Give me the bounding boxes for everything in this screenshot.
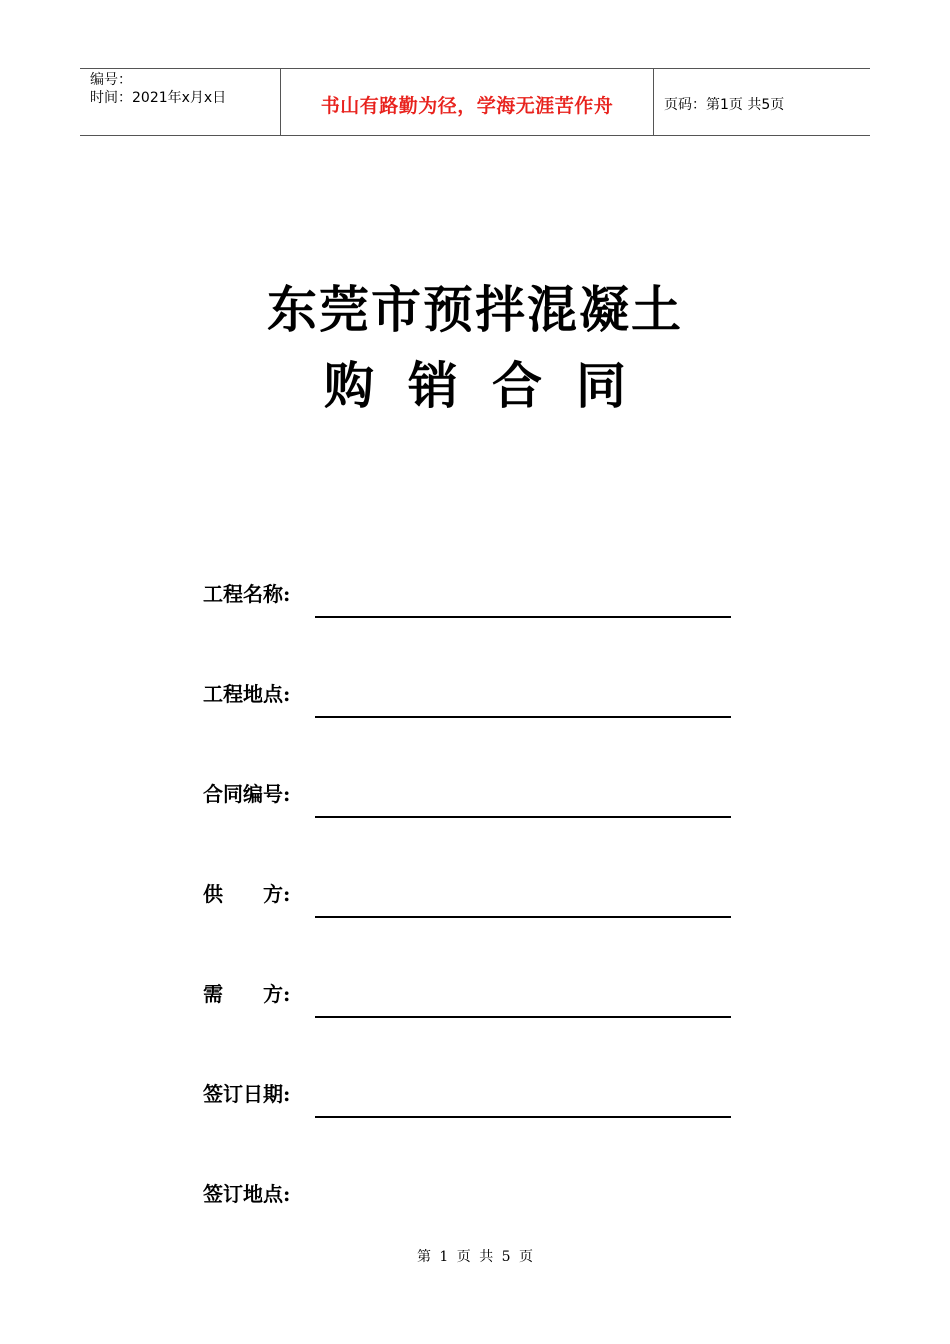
field-label: 签订日期:	[203, 1082, 291, 1106]
field-supplier	[203, 878, 733, 918]
page-header	[80, 68, 870, 136]
time-label: 时间：2021年x月x日	[90, 90, 227, 106]
header-motto: 书山有路勤为径，学海无涯苦作舟	[281, 69, 654, 135]
field-project-location	[203, 678, 733, 718]
field-label: 需 方:	[203, 982, 291, 1006]
field-label: 签订地点:	[203, 1182, 291, 1206]
field-label: 工程地点:	[203, 682, 291, 706]
header-page-info: 页码：第1页 共5页	[664, 97, 785, 113]
document-title-line2: 购销合同	[324, 356, 660, 415]
field-contract-number	[203, 778, 733, 818]
field-signing-location	[203, 1178, 733, 1218]
fill-in-line	[315, 916, 731, 918]
field-project-name	[203, 578, 733, 618]
fill-in-line	[315, 1016, 731, 1018]
field-signing-date	[203, 1078, 733, 1118]
number-label: 编号：	[90, 72, 132, 88]
document-title-line1: 东莞市预拌混凝土	[267, 280, 683, 339]
field-buyer	[203, 978, 733, 1018]
fill-in-line	[315, 816, 731, 818]
fill-in-line	[315, 716, 731, 718]
page-footer: 第 1 页 共 5 页	[416, 1249, 534, 1265]
field-label: 工程名称:	[203, 582, 291, 606]
field-label: 供 方:	[203, 882, 291, 906]
header-meta	[80, 69, 281, 135]
fill-in-line	[315, 1116, 731, 1118]
field-label: 合同编号:	[203, 782, 291, 806]
fill-in-line	[315, 616, 731, 618]
